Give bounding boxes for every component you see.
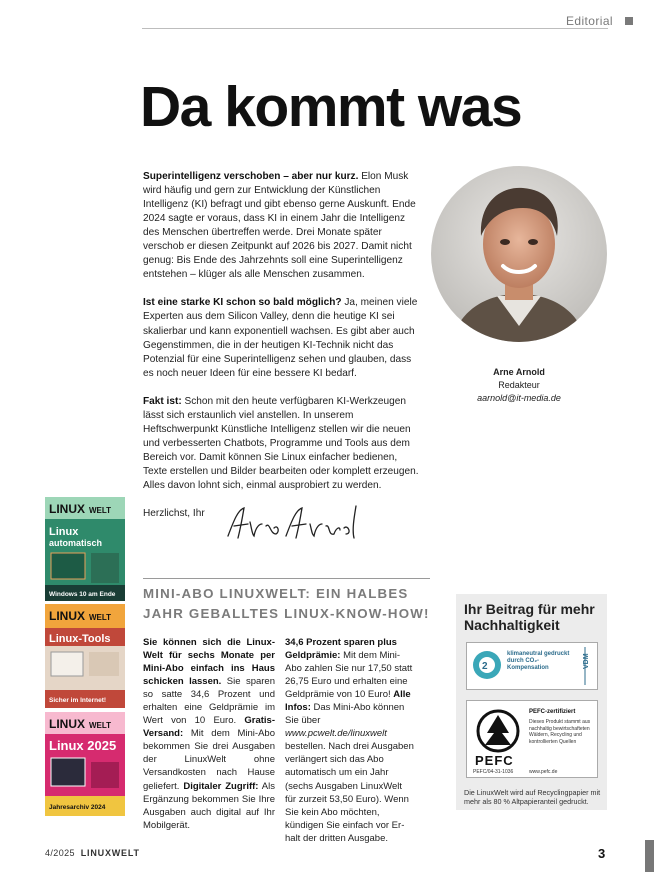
- section-marker: [625, 17, 633, 25]
- page-edge-tab: [645, 840, 654, 872]
- section-label: Editorial: [566, 14, 613, 28]
- paragraph-2: [143, 296, 421, 380]
- pefc-text: Dieses Produkt stammt aus nachhaltig bewirtschafteten Wäldern, Recycling und kontrollierten Quellen: [529, 719, 591, 745]
- svg-text:2: 2: [482, 661, 488, 672]
- svg-text:WELT: WELT: [89, 613, 112, 622]
- mini-abo-lead: Sie können sich die LinuxWelt für sechs Monate per Mini-Abo einfach ins Haus schicken lassen.: [143, 637, 275, 688]
- mini-abo-rule: [143, 578, 430, 579]
- mini-abo-savings-lead: 34,6 Prozent sparen plus Geldprämie:: [285, 637, 397, 662]
- paragraph-3-text: Schon mit den heute verfügbaren KI-Werkzeugen lässt sich erstaunlich viel anstellen. In unserem Heftschwerpunkt Künstliche Intelligenz stellen wir die neuen und verbesserten Chatbots, Programme und Tools aus dem Bereich vor. Damit können Sie Linux einfacher bedienen, Texte erstellen und Bilder bearbeiten oder komplett erzeugen. Alles davon lohnt sich, einmal ausprobiert zu werden.: [143, 395, 419, 492]
- cover-1-footer: Windows 10 am Ende: [49, 591, 116, 598]
- climate-neutral-label: klimaneutral gedruckt durch CO₂-Kompensation: [507, 651, 570, 671]
- mini-abo-digital-text: Als Ergänzung bekommen Sie Ihre Ausgaben auch digital auf Ihr Mobilgerät.: [143, 780, 276, 831]
- paragraph-1-lead: Superintelligenz verschoben – aber nur kurz.: [143, 171, 359, 182]
- cover-2-brand: LINUX: [49, 609, 85, 623]
- mini-abo-terms-text: bestellen. Nach drei Ausgaben verlängert sich das Abo automatisch um ein Jahr (sechs Ausgaben LinuxWelt für zurzeit 53,50 Euro). Wenn Sie kein Abo möchten, kündigen Sie einfach vor Erhalt der dritten Ausgabe.: [285, 741, 414, 844]
- cover-1-title: Linux: [49, 526, 79, 538]
- paragraph-3-lead: Fakt ist:: [143, 395, 182, 407]
- pefc-code: PEFC/04-31-1036: [473, 769, 514, 775]
- climate-neutral-logo: [466, 642, 598, 690]
- sustainability-title: Ihr Beitrag für mehr Nachhaltigkeit: [464, 601, 595, 633]
- author-signature: [222, 500, 372, 546]
- cover-1: [45, 497, 125, 601]
- sustainability-box: [456, 594, 607, 810]
- pefc-brand: PEFC: [475, 753, 514, 768]
- author-portrait: [431, 166, 607, 342]
- mini-abo-info-lead: Alle Infos:: [285, 689, 411, 714]
- svg-text:WELT: WELT: [89, 506, 112, 515]
- mini-abo-info-text: Das Mini-Abo können Sie über: [285, 702, 405, 727]
- vdm-label: VDM: [583, 653, 590, 669]
- mini-abo-link[interactable]: www.pcwelt.de/linuxwelt: [285, 728, 387, 740]
- paragraph-1: [143, 170, 421, 282]
- author-role: Redakteur: [498, 380, 540, 390]
- author-info: [431, 366, 607, 405]
- issue-number: 4/2025: [45, 848, 75, 858]
- author-email[interactable]: aarnold@it-media.de: [477, 393, 561, 403]
- sustainability-note: Die LinuxWelt wird auf Recyclingpapier mit mehr als 80 % Altpapieranteil gedruckt.: [464, 788, 601, 806]
- mini-abo-shipping-lead: Gratis-Versand:: [143, 715, 275, 740]
- cover-3-brand: LINUX: [49, 717, 85, 731]
- editorial-body: [143, 170, 421, 535]
- mini-abo-column-1: [143, 636, 275, 832]
- header-rule: [142, 28, 608, 29]
- cover-3-footer: Jahresarchiv 2024: [49, 804, 106, 811]
- mini-abo-column-2: [285, 636, 415, 845]
- pefc-logo: [466, 700, 598, 778]
- paragraph-3: [143, 395, 421, 493]
- author-name: Arne Arnold: [493, 367, 545, 377]
- mini-abo-title: MINI-ABO LINUXWELT: EIN HALBES JAHR GEBALLTES LINUX-KNOW-HOW!: [143, 586, 430, 621]
- mini-abo-shipping-text: Mit dem Mini-Abo bekommen Sie drei Ausgaben der LinuxWelt ohne Versandkosten nach Hause geliefert.: [143, 728, 275, 792]
- mini-abo-savings-text: Mit dem Mini-Abo zahlen Sie nur 17,50 statt 26,75 Euro und erhalten eine Geldprämie von 10 Euro!: [285, 650, 413, 701]
- cover-2: [45, 604, 125, 708]
- page-footer: [45, 848, 140, 858]
- cover-2-title: Linux-Tools: [49, 633, 111, 645]
- cover-2-footer: Sicher im Internet!: [49, 697, 107, 704]
- cover-3: [45, 712, 125, 816]
- cover-3-title: Linux 2025: [49, 738, 117, 753]
- pefc-title: PEFC-zertifiziert: [529, 709, 576, 715]
- page-number: 3: [598, 846, 606, 861]
- magazine-brand: LINUXWELT: [80, 848, 140, 858]
- mini-abo-digital-lead: Digitaler Zugriff:: [183, 780, 259, 792]
- mini-abo-text: Sie sparen so satte 34,6 Prozent und erhalten eine Geldprämie im Wert von 10 Euro.: [143, 676, 275, 727]
- cover-1-brand: LINUX: [49, 502, 85, 516]
- paragraph-2-lead: Ist eine starke KI schon so bald möglich?: [143, 297, 342, 309]
- svg-text:automatisch: automatisch: [49, 538, 103, 548]
- closing: Herzlichst, Ihr: [143, 508, 205, 520]
- paragraph-1-text: Elon Musk wird häufig und gern zur Entwicklung der Künstlichen Intelligenz (KI) befragt und gibt ebenso gerne Auskunft. Ende 2024 sagte er voraus, dass KI in einem Jahr die Intelligenz des Menschen übertreffen werde. Drei Monate später verschob er diesen Zeitpunkt auf 2026 bis 2027. Damit nicht genug: Bis Ende des Jahrzehnts soll eine Superintelligenz entstehen – klüger als alle Menschen zusammen.: [143, 171, 416, 281]
- headline: Da kommt was: [140, 75, 522, 139]
- svg-text:WELT: WELT: [89, 721, 112, 730]
- pefc-url: www.pefc.de: [529, 769, 558, 775]
- paragraph-2-text: Ja, meinen viele Experten aus dem Silicon Valley, denn die heutige KI sei skalierbar und kann exponentiell wachsen. Es gibt aber auch Gegenstimmen, die in der heutigen KI-Technik nicht das Potenzial für eine Superintelligenz sehen und glauben, dass es noch neuer Ideen für eine bessere KI bedarf.: [143, 297, 418, 379]
